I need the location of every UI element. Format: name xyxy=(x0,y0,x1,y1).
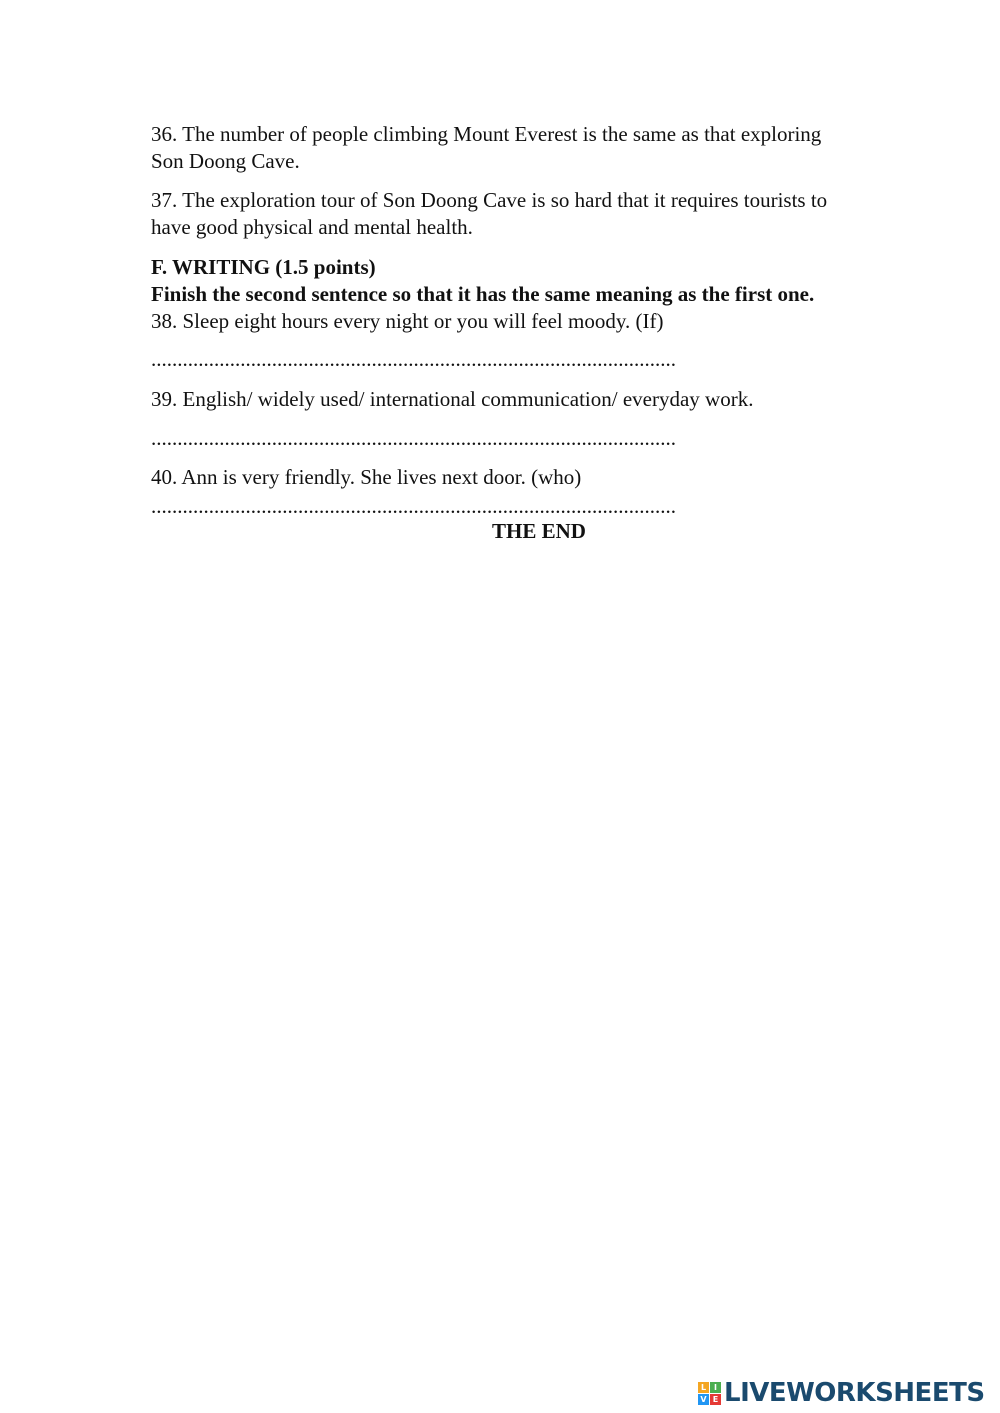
liveworksheets-wordmark: LIVEWORKSHEETS xyxy=(724,1378,985,1408)
question-37-line-2: have good physical and mental health. xyxy=(151,215,473,239)
answer-line-39[interactable]: .................................................................................................... xyxy=(151,426,676,450)
the-end-label: THE END xyxy=(492,519,586,543)
question-38: 38. Sleep eight hours every night or you will feel moody. (If) xyxy=(151,309,664,333)
writing-instruction: Finish the second sentence so that it has the same meaning as the first one. xyxy=(151,282,815,306)
logo-icon-letter-l: L xyxy=(698,1382,709,1393)
logo-icon-letter-v: V xyxy=(698,1394,709,1405)
answer-line-38[interactable]: .................................................................................................... xyxy=(151,347,676,371)
liveworksheets-icon xyxy=(698,1382,721,1405)
question-36-line-1: 36. The number of people climbing Mount Everest is the same as that exploring xyxy=(151,122,822,146)
answer-line-40[interactable]: .................................................................................................... xyxy=(151,494,676,518)
question-37-line-1: 37. The exploration tour of Son Doong Cave is so hard that it requires tourists to xyxy=(151,188,828,212)
question-36-line-2: Son Doong Cave. xyxy=(151,149,300,173)
logo-icon-letter-e: E xyxy=(710,1394,721,1405)
logo-icon-letter-i: I xyxy=(710,1382,721,1393)
question-39: 39. English/ widely used/ international communication/ everyday work. xyxy=(151,387,754,411)
writing-section-heading: F. WRITING (1.5 points) xyxy=(151,255,376,279)
liveworksheets-logo xyxy=(698,1378,985,1408)
question-40: 40. Ann is very friendly. She lives next door. (who) xyxy=(151,465,582,489)
